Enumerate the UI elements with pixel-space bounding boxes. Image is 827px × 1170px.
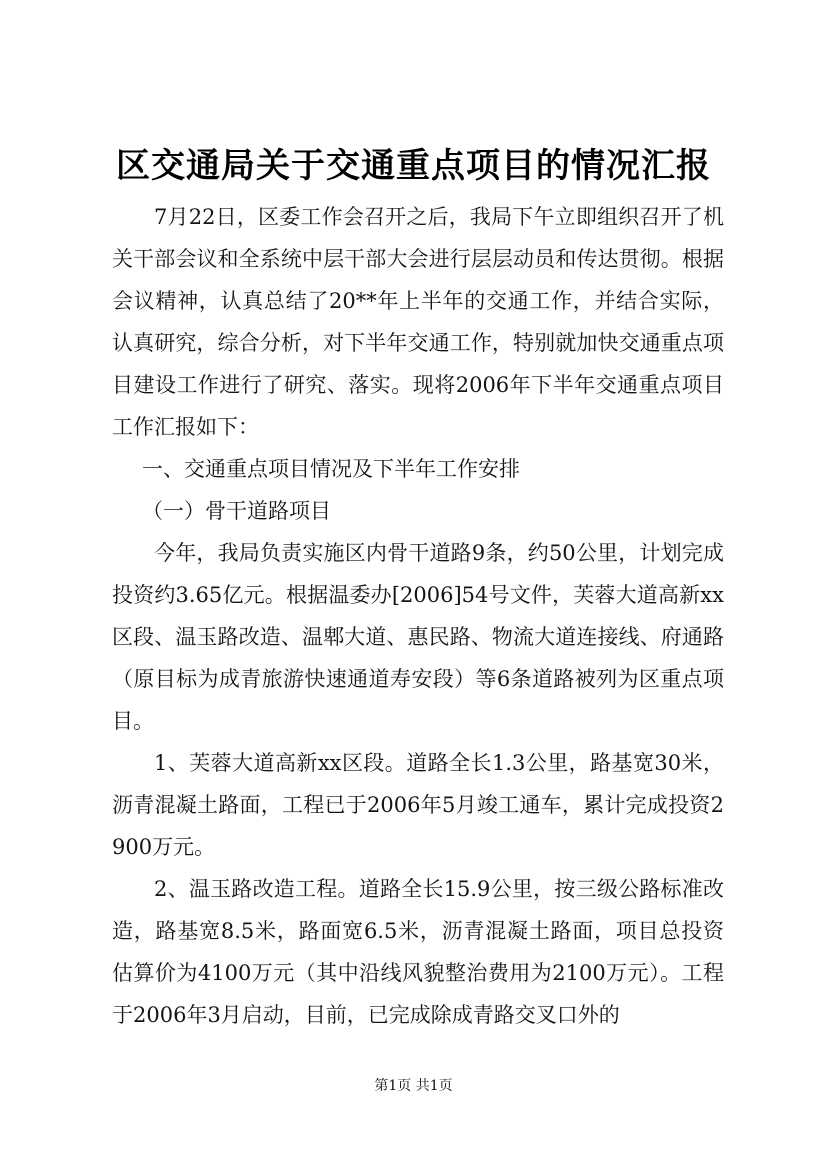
page-footer: 第1页 共1页 bbox=[374, 1078, 453, 1094]
document-body bbox=[112, 196, 724, 1036]
paragraph-item-2: 2、温玉路改造工程。道路全长15.9公里，按三级公路标准改造，路基宽8.5米，路面宽6.5米，沥青混凝土路面，项目总投资估算价为4100万元（其中沿线风貌整治费用为2100万元）。工程于2006年3月启动，目前，已完成除成青路交叉口外的 bbox=[112, 877, 724, 1027]
section-heading: 一、交通重点项目情况及下半年工作安排 bbox=[142, 457, 520, 481]
paragraph-item-1: 1、芙蓉大道高新xx区段。道路全长1.3公里，路基宽30米，沥青混凝土路面，工程已于2006年5月竣工通车，累计完成投资2900万元。 bbox=[112, 751, 724, 859]
document-title: 区交通局关于交通重点项目的情况汇报 bbox=[116, 146, 711, 186]
subsection-heading: （一）骨干道路项目 bbox=[142, 499, 331, 523]
paragraph-overview: 今年，我局负责实施区内骨干道路9条，约50公里，计划完成投资约3.65亿元。根据温委办[2006]54号文件，芙蓉大道高新xx区段、温玉路改造、温郫大道、惠民路、物流大道连接线、府通路（原目标为成青旅游快速通道寿安段）等6条道路被列为区重点项目。 bbox=[112, 541, 724, 733]
paragraph-intro: 7月22日，区委工作会召开之后，我局下午立即组织召开了机关干部会议和全系统中层干部大会进行层层动员和传达贯彻。根据会议精神，认真总结了20**年上半年的交通工作，并结合实际，认真研究，综合分析，对下半年交通工作，特别就加快交通重点项目建设工作进行了研究、落实。现将2006年下半年交通重点项目工作汇报如下： bbox=[112, 205, 724, 439]
